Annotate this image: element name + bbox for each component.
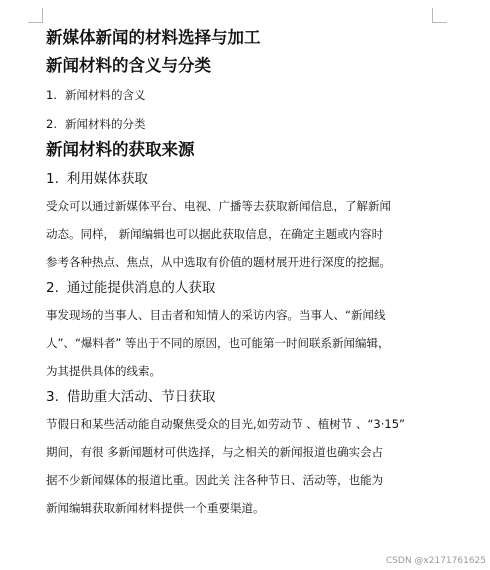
list-item-text: 新闻材料的分类 [64, 117, 146, 131]
subsection-heading [46, 388, 446, 406]
paragraph-line: 期间，有很 多新闻题材可供选择，与之相关的新闻报道也确实会占 [46, 445, 384, 459]
paragraph [46, 301, 446, 385]
paragraph-line: 人”、“爆料者” 等出于不同的原因，也可能第一时间联系新闻编辑， [46, 336, 390, 350]
paragraph-line: 节假日和某些活动能自动聚焦受众的目光,如劳动节 、植树节 、“3·15” [46, 417, 405, 431]
list-item-text: 新闻材料的含义 [64, 88, 146, 102]
subsection-title: 利用媒体获取 [66, 171, 148, 187]
subsection-number: 2. [46, 280, 59, 296]
subsection-title: 借助重大活动、节日获取 [66, 389, 216, 405]
list-item [46, 116, 446, 132]
subsection-number: 3. [46, 389, 59, 405]
section1-heading: 新闻材料的含义与分类 [46, 56, 211, 75]
paragraph-line: 动态。同样， 新闻编辑也可以据此获取信息，在确定主题或内容时 [46, 227, 384, 241]
subsection-heading [46, 170, 446, 188]
paragraph-line: 据不少新闻媒体的报道比重。因此关 注各种节日、活动等，也能为 [46, 473, 384, 487]
csdn-watermark: CSDN @x2171761625 [385, 556, 486, 566]
margin-corner-mark-right [432, 8, 447, 23]
subsection-number: 1. [46, 171, 59, 187]
paragraph-line: 参考各种热点、焦点，从中选取有价值的题材展开进行深度的挖掘。 [46, 255, 391, 269]
list-item-number: 1. [46, 88, 57, 102]
paragraph-line: 新闻编辑获取新闻材料提供一个重要渠道。 [46, 501, 265, 515]
section2-heading: 新闻材料的获取来源 [46, 140, 195, 159]
document-body [46, 27, 446, 522]
paragraph-line: 事发现场的当事人、目击者和知情人的采访内容。当事人、“新闻线 [46, 308, 386, 322]
list-item [46, 87, 446, 103]
paragraph [46, 192, 446, 276]
paragraph [46, 410, 446, 522]
paragraph-line: 为其提供具体的线索。 [46, 364, 161, 378]
subsection-title: 通过能提供消息的人获取 [66, 280, 216, 296]
paragraph-line: 受众可以通过新媒体平台、电视、广播等去获取新闻信息，了解新闻 [46, 199, 391, 213]
list-item-number: 2. [46, 117, 57, 131]
subsection-heading [46, 279, 446, 297]
margin-corner-mark-left [28, 8, 43, 23]
document-title: 新媒体新闻的材料选择与加工 [46, 28, 261, 47]
